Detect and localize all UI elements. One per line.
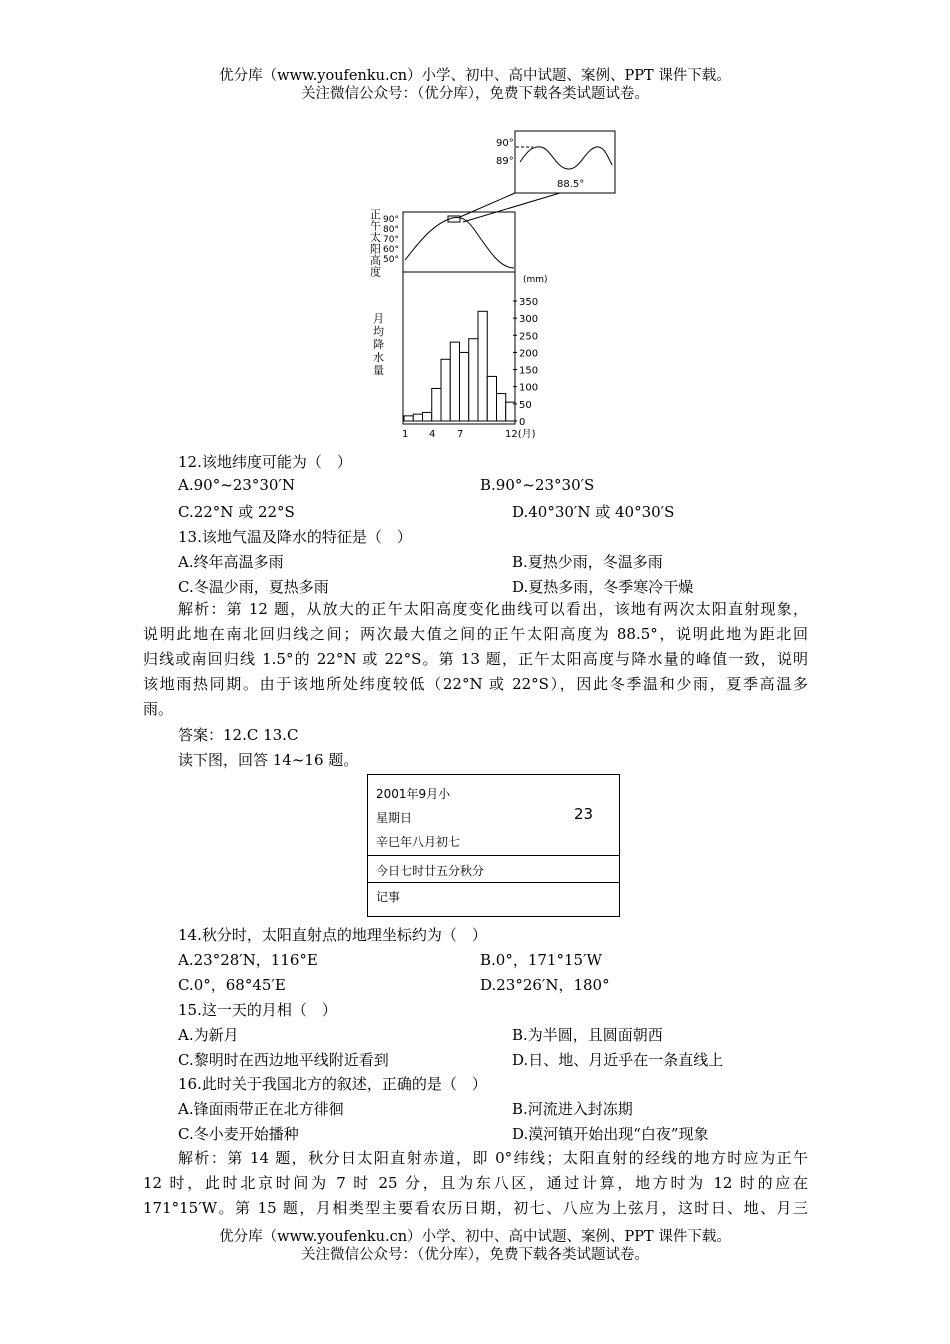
q14-option-b[interactable]: B.0°，171°15′W: [480, 951, 602, 969]
q16-option-a[interactable]: A.锋面雨带正在北方徘徊: [178, 1100, 344, 1118]
q16-stem: 16.此时关于我国北方的叙述，正确的是（ ）: [178, 1075, 487, 1093]
analysis-line: 该地雨热同期。由于该地所处纬度较低（22°N 或 22°S），因此冬季温和少雨，夏季高温多: [143, 675, 808, 693]
precip-bar-10: [487, 376, 496, 421]
q14-option-a[interactable]: A.23°28′N，116°E: [178, 951, 318, 969]
q13-stem: 13.该地气温及降水的特征是（ ）: [178, 528, 412, 546]
precip-bar-7: [460, 352, 469, 421]
sun-altitude-curve: [405, 218, 514, 268]
analysis-14-16: [143, 1146, 808, 1221]
axis-label-char: 太: [370, 231, 381, 244]
q16-option-c[interactable]: C.冬小麦开始播种: [178, 1125, 299, 1143]
page-header-line2: 关注微信公众号：（优分库），免费下载各类试题试卷。: [301, 86, 649, 102]
q12-stem: 12.该地纬度可能为（ ）: [178, 453, 352, 471]
sun-tick: 50°: [383, 255, 399, 265]
precip-bar-9: [478, 311, 487, 421]
calendar-day: 23: [574, 805, 594, 823]
axis-label-char: 高: [370, 254, 381, 267]
axis-label-char: 月: [373, 312, 384, 325]
axis-label-char: 水: [373, 351, 384, 364]
axis-label-char: 阳: [370, 242, 381, 256]
axis-label-char: 正: [370, 208, 381, 221]
intro-14-16: 读下图，回答 14~16 题。: [178, 751, 359, 769]
q12-option-c[interactable]: C.22°N 或 22°S: [178, 503, 295, 521]
precip-axis-label: [373, 312, 384, 377]
sun-tick: 80°: [383, 225, 399, 235]
calendar-page: [367, 774, 620, 917]
month-tick: 4: [429, 429, 436, 440]
precip-unit: (mm): [523, 275, 548, 285]
page-footer-line2: 关注微信公众号：（优分库），免费下载各类试题试卷。: [301, 1247, 649, 1263]
q15-option-c[interactable]: C.黎明时在西边地平线附近看到: [178, 1051, 389, 1069]
sun-axis-label: [370, 208, 381, 279]
precip-bar-12: [506, 402, 515, 421]
calendar-weekday: 星期日: [376, 811, 413, 825]
precip-tick: 250: [519, 331, 539, 343]
page-header-line1: 优分库（www.youfenku.cn）小学、初中、高中试题、案例、PPT 课件下载。: [219, 68, 731, 84]
precip-tick: 200: [519, 348, 539, 360]
q13-option-c[interactable]: C.冬温少雨，夏热多雨: [178, 578, 329, 596]
q14-stem: 14.秋分时，太阳直射点的地理坐标约为（ ）: [178, 926, 487, 944]
sun-tick: 90°: [383, 215, 399, 225]
axis-label-char: 均: [373, 325, 384, 338]
axis-label-char: 午: [370, 219, 381, 233]
sun-tick: 70°: [383, 235, 399, 245]
month-tick: 12(月): [505, 429, 536, 440]
inset-curve: [520, 147, 612, 169]
precip-tick: 150: [519, 365, 539, 377]
q14-option-d[interactable]: D.23°26′N，180°: [480, 976, 610, 994]
precip-tick: 50: [519, 399, 532, 411]
answer-12-13: 答案：12.C 13.C: [178, 726, 299, 744]
month-ticks: [402, 428, 536, 440]
month-tick: 7: [457, 429, 464, 440]
q12-option-a[interactable]: A.90°~23°30′N: [178, 476, 295, 494]
q15-option-b[interactable]: B.为半圆，且圆面朝西: [512, 1026, 663, 1044]
precip-bar-2: [413, 414, 422, 421]
analysis-line: 归线或南回归线 1.5°的 22°N 或 22°S。第 13 题，正午太阳高度与降水量的峰值一致，说明: [143, 650, 808, 668]
analysis-line: 解析：第 14 题，秋分日太阳直射赤道，即 0°纬线；太阳直射的经线的地方时应为正午: [178, 1149, 808, 1167]
precip-ticks: [513, 297, 538, 428]
inset-label-90: 90°: [496, 138, 514, 149]
page-footer-line1: 优分库（www.youfenku.cn）小学、初中、高中试题、案例、PPT 课件下载。: [219, 1229, 731, 1245]
q15-stem: 15.这一天的月相（ ）: [178, 1001, 337, 1019]
calendar-lunar: 辛巳年八月初七: [376, 835, 461, 849]
analysis-line: 雨。: [143, 700, 174, 718]
sun-altitude-precip-figure: [360, 128, 585, 448]
precip-bar-5: [441, 359, 450, 421]
inset-label-89: 89°: [496, 156, 514, 167]
q13-option-b[interactable]: B.夏热少雨，冬温多雨: [512, 553, 663, 571]
precip-tick: 350: [519, 297, 539, 308]
precip-bar-6: [450, 342, 459, 421]
calendar-event: 今日七时廿五分秋分: [376, 864, 485, 878]
precip-tick: 100: [519, 382, 539, 394]
q12-option-d[interactable]: D.40°30′N 或 40°30′S: [512, 503, 675, 521]
precip-bar-11: [497, 394, 506, 421]
axis-label-char: 度: [370, 265, 381, 279]
precip-bar-3: [423, 412, 432, 421]
q16-option-b[interactable]: B.河流进入封冻期: [512, 1100, 633, 1118]
q12-option-b[interactable]: B.90°~23°30′S: [480, 476, 595, 494]
q15-option-d[interactable]: D.日、地、月近乎在一条直线上: [512, 1051, 724, 1069]
q13-option-d[interactable]: D.夏热多雨，冬季寒冷干燥: [512, 578, 694, 596]
inset-label-885: 88.5°: [557, 179, 585, 190]
axis-label-char: 降: [373, 338, 384, 351]
analysis-line: 12 时，此时北京时间为 7 时 25 分，且为东八区，通过计算，地方时为 12 时的应在: [143, 1174, 808, 1192]
calendar-month: 2001年9月小: [376, 787, 451, 801]
analysis-line: 说明此地在南北回归线之间；两次最大值之间的正午太阳高度为 88.5°，说明此地为距北回: [143, 625, 808, 643]
analysis-line: 171°15′W。第 15 题，月相类型主要看农历日期，初七、八应为上弦月，这时日、地、月三: [143, 1199, 808, 1217]
precip-bar-8: [469, 339, 478, 421]
sun-ticks: [383, 215, 399, 265]
analysis-line: 解析：第 12 题，从放大的正午太阳高度变化曲线可以看出，该地有两次太阳直射现象，: [178, 600, 808, 618]
q13-option-a[interactable]: A.终年高温多雨: [178, 553, 284, 571]
precip-bar-4: [432, 388, 441, 421]
q14-option-c[interactable]: C.0°，68°45′E: [178, 976, 286, 994]
analysis-12-13: [143, 597, 808, 722]
month-tick: 1: [402, 429, 409, 440]
q16-option-d[interactable]: D.漠河镇开始出现“白夜”现象: [512, 1125, 709, 1143]
q15-option-a[interactable]: A.为新月: [178, 1026, 239, 1044]
axis-label-char: 量: [373, 364, 384, 377]
precip-bar-1: [404, 416, 413, 421]
precip-tick: 0: [519, 417, 526, 428]
calendar-notes: 记事: [376, 890, 401, 904]
precip-bars: [404, 311, 515, 421]
sun-tick: 60°: [383, 245, 399, 255]
precip-tick: 300: [519, 314, 539, 326]
